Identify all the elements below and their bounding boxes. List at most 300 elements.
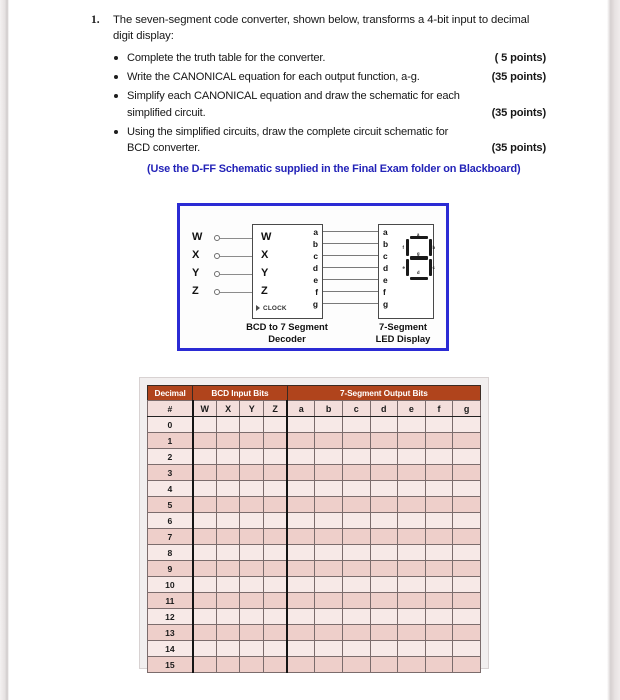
truth-cell-Y[interactable] <box>240 593 264 609</box>
truth-cell-e[interactable] <box>398 449 426 465</box>
truth-cell-f[interactable] <box>425 609 453 625</box>
table-row <box>148 513 481 529</box>
table-row <box>148 497 481 513</box>
truth-cell-X[interactable] <box>216 641 240 657</box>
truth-cell-W[interactable] <box>193 657 217 673</box>
bus-wire-f <box>323 291 378 292</box>
truth-cell-W[interactable] <box>193 481 217 497</box>
requirements-list <box>91 50 546 157</box>
truth-cell-d[interactable] <box>370 433 398 449</box>
requirement-points: (35 points) <box>491 142 546 154</box>
decoder-output-b: b <box>312 239 318 249</box>
truth-cell-a[interactable] <box>287 561 315 577</box>
truth-cell-b[interactable] <box>315 577 343 593</box>
table-body <box>148 417 481 673</box>
truth-cell-W[interactable] <box>193 465 217 481</box>
requirement-points: (35 points) <box>491 106 546 119</box>
display-input-d: d <box>383 263 389 273</box>
decoder-output-c: c <box>313 251 318 261</box>
table-row <box>148 657 481 673</box>
truth-cell-f[interactable] <box>425 449 453 465</box>
truth-cell-a[interactable] <box>287 417 315 433</box>
question-number: 1. <box>91 14 100 26</box>
group-header-seven-segment-output: 7-Segment Output Bits <box>287 386 480 401</box>
col-header-x: X <box>216 401 240 417</box>
input-wire-z <box>220 292 254 293</box>
truth-cell-X[interactable] <box>216 545 240 561</box>
truth-cell-a[interactable] <box>287 513 315 529</box>
row-index-cell: 9 <box>148 561 193 577</box>
truth-cell-b[interactable] <box>315 481 343 497</box>
truth-cell-e[interactable] <box>398 545 426 561</box>
truth-cell-X[interactable] <box>216 561 240 577</box>
truth-cell-c[interactable] <box>342 561 370 577</box>
truth-cell-W[interactable] <box>193 497 217 513</box>
truth-cell-f[interactable] <box>425 529 453 545</box>
truth-cell-d[interactable] <box>370 657 398 673</box>
truth-cell-c[interactable] <box>342 657 370 673</box>
truth-cell-d[interactable] <box>370 513 398 529</box>
bus-wire-c <box>323 255 378 256</box>
bullet-dot-icon <box>114 75 118 79</box>
question-block <box>91 12 546 159</box>
truth-cell-e[interactable] <box>398 529 426 545</box>
truth-cell-a[interactable] <box>287 657 315 673</box>
truth-cell-Y[interactable] <box>240 465 264 481</box>
truth-cell-Y[interactable] <box>240 433 264 449</box>
table-row <box>148 641 481 657</box>
truth-cell-f[interactable] <box>425 561 453 577</box>
list-item <box>127 50 546 67</box>
col-header-g: g <box>453 401 481 417</box>
truth-cell-X[interactable] <box>216 625 240 641</box>
row-index-cell: 14 <box>148 641 193 657</box>
truth-cell-W[interactable] <box>193 577 217 593</box>
truth-cell-d[interactable] <box>370 465 398 481</box>
segment-label-g: g <box>417 251 420 256</box>
truth-cell-W[interactable] <box>193 417 217 433</box>
col-header-b: b <box>315 401 343 417</box>
display-input-f: f <box>383 287 386 297</box>
truth-cell-d[interactable] <box>370 497 398 513</box>
decoder-input-x: X <box>261 249 269 261</box>
truth-cell-Y[interactable] <box>240 449 264 465</box>
truth-cell-Y[interactable] <box>240 609 264 625</box>
table-row <box>148 529 481 545</box>
truth-cell-e[interactable] <box>398 561 426 577</box>
row-index-cell: 7 <box>148 529 193 545</box>
truth-cell-f[interactable] <box>425 481 453 497</box>
truth-cell-c[interactable] <box>342 545 370 561</box>
row-index-cell: 8 <box>148 545 193 561</box>
truth-cell-a[interactable] <box>287 481 315 497</box>
truth-cell-c[interactable] <box>342 417 370 433</box>
truth-cell-W[interactable] <box>193 545 217 561</box>
truth-cell-e[interactable] <box>398 465 426 481</box>
truth-cell-X[interactable] <box>216 657 240 673</box>
segment-label-c: c <box>432 265 435 270</box>
segment-label-d: d <box>417 270 420 275</box>
segment-b <box>429 239 432 256</box>
truth-cell-b[interactable] <box>315 657 343 673</box>
truth-cell-g[interactable] <box>453 545 481 561</box>
decoder-caption-line1: BCD to 7 Segment <box>246 321 328 332</box>
requirement-text: Write the CANONICAL equation for each output function, a-g. <box>127 71 420 83</box>
truth-cell-d[interactable] <box>370 609 398 625</box>
truth-cell-g[interactable] <box>453 433 481 449</box>
truth-cell-d[interactable] <box>370 417 398 433</box>
input-label-z: Z <box>192 285 199 297</box>
col-header-w: W <box>193 401 217 417</box>
truth-cell-e[interactable] <box>398 417 426 433</box>
col-header-y: Y <box>240 401 264 417</box>
truth-cell-a[interactable] <box>287 641 315 657</box>
decoder-input-y: Y <box>261 267 269 279</box>
truth-cell-b[interactable] <box>315 561 343 577</box>
truth-cell-Y[interactable] <box>240 657 264 673</box>
display-input-g: g <box>383 299 389 309</box>
question-stem: The seven-segment code converter, shown below, transforms a 4-bit input to decimal digit display: <box>113 14 530 42</box>
bus-wire-g <box>323 303 378 304</box>
truth-cell-e[interactable] <box>398 433 426 449</box>
truth-cell-b[interactable] <box>315 625 343 641</box>
truth-cell-b[interactable] <box>315 529 343 545</box>
truth-cell-d[interactable] <box>370 449 398 465</box>
truth-cell-d[interactable] <box>370 529 398 545</box>
table-row <box>148 625 481 641</box>
segment-e <box>406 259 409 276</box>
row-index-cell: 4 <box>148 481 193 497</box>
decoder-output-f: f <box>315 287 318 297</box>
table-row <box>148 449 481 465</box>
truth-cell-Z[interactable] <box>264 625 288 641</box>
requirement-text: Simplify each CANONICAL equation and draw the schematic for each simplified circuit. <box>127 90 460 119</box>
truth-cell-b[interactable] <box>315 593 343 609</box>
truth-cell-g[interactable] <box>453 529 481 545</box>
truth-cell-d[interactable] <box>370 625 398 641</box>
display-caption <box>358 321 448 345</box>
truth-cell-X[interactable] <box>216 593 240 609</box>
truth-table-container <box>139 377 489 669</box>
truth-cell-Z[interactable] <box>264 641 288 657</box>
truth-cell-Y[interactable] <box>240 625 264 641</box>
truth-cell-b[interactable] <box>315 641 343 657</box>
truth-cell-Y[interactable] <box>240 577 264 593</box>
segment-g <box>410 256 428 259</box>
truth-cell-a[interactable] <box>287 545 315 561</box>
truth-cell-g[interactable] <box>453 625 481 641</box>
blackboard-note: (Use the D-FF Schematic supplied in the Final Exam folder on Blackboard) <box>147 163 521 175</box>
truth-cell-f[interactable] <box>425 433 453 449</box>
truth-cell-f[interactable] <box>425 625 453 641</box>
col-header-f: f <box>425 401 453 417</box>
truth-cell-X[interactable] <box>216 513 240 529</box>
segment-label-e: e <box>402 265 405 270</box>
truth-cell-W[interactable] <box>193 529 217 545</box>
truth-cell-e[interactable] <box>398 625 426 641</box>
table-row <box>148 465 481 481</box>
display-input-a: a <box>383 227 388 237</box>
bus-wire-d <box>323 267 378 268</box>
truth-cell-d[interactable] <box>370 641 398 657</box>
truth-cell-Y[interactable] <box>240 513 264 529</box>
input-label-w: W <box>192 231 203 243</box>
truth-cell-a[interactable] <box>287 465 315 481</box>
truth-cell-Y[interactable] <box>240 545 264 561</box>
truth-cell-Z[interactable] <box>264 433 288 449</box>
truth-cell-g[interactable] <box>453 481 481 497</box>
truth-cell-f[interactable] <box>425 641 453 657</box>
truth-cell-d[interactable] <box>370 545 398 561</box>
truth-cell-b[interactable] <box>315 497 343 513</box>
truth-cell-e[interactable] <box>398 657 426 673</box>
truth-cell-f[interactable] <box>425 577 453 593</box>
bcd-decoder-block <box>252 224 323 319</box>
truth-cell-b[interactable] <box>315 465 343 481</box>
truth-cell-e[interactable] <box>398 593 426 609</box>
truth-cell-g[interactable] <box>453 577 481 593</box>
truth-cell-a[interactable] <box>287 449 315 465</box>
truth-cell-Y[interactable] <box>240 497 264 513</box>
truth-cell-c[interactable] <box>342 449 370 465</box>
col-header-a: a <box>287 401 315 417</box>
decoder-output-d: d <box>312 263 318 273</box>
display-caption-line2: LED Display <box>375 333 431 344</box>
truth-cell-c[interactable] <box>342 513 370 529</box>
group-header-row <box>148 386 481 401</box>
truth-cell-e[interactable] <box>398 609 426 625</box>
truth-cell-g[interactable] <box>453 561 481 577</box>
truth-cell-f[interactable] <box>425 545 453 561</box>
truth-cell-W[interactable] <box>193 593 217 609</box>
seven-segment-glyph <box>402 231 436 280</box>
truth-cell-f[interactable] <box>425 497 453 513</box>
truth-cell-c[interactable] <box>342 497 370 513</box>
truth-cell-c[interactable] <box>342 433 370 449</box>
document-page <box>9 0 607 700</box>
truth-cell-d[interactable] <box>370 593 398 609</box>
truth-cell-c[interactable] <box>342 529 370 545</box>
clock-label: CLOCK <box>263 305 287 312</box>
truth-cell-g[interactable] <box>453 593 481 609</box>
truth-cell-d[interactable] <box>370 481 398 497</box>
list-item <box>127 88 546 121</box>
truth-cell-a[interactable] <box>287 609 315 625</box>
truth-cell-Z[interactable] <box>264 529 288 545</box>
col-header-d: d <box>370 401 398 417</box>
truth-cell-X[interactable] <box>216 577 240 593</box>
truth-cell-a[interactable] <box>287 497 315 513</box>
truth-cell-Z[interactable] <box>264 593 288 609</box>
decoder-output-e: e <box>313 275 318 285</box>
truth-cell-c[interactable] <box>342 465 370 481</box>
segment-f <box>406 239 409 256</box>
truth-cell-X[interactable] <box>216 465 240 481</box>
truth-cell-Y[interactable] <box>240 417 264 433</box>
row-index-cell: 2 <box>148 449 193 465</box>
truth-cell-W[interactable] <box>193 561 217 577</box>
truth-cell-Y[interactable] <box>240 641 264 657</box>
truth-cell-Y[interactable] <box>240 561 264 577</box>
truth-cell-b[interactable] <box>315 449 343 465</box>
bus-wire-e <box>323 279 378 280</box>
truth-cell-c[interactable] <box>342 577 370 593</box>
truth-cell-Z[interactable] <box>264 513 288 529</box>
truth-cell-f[interactable] <box>425 657 453 673</box>
truth-cell-X[interactable] <box>216 433 240 449</box>
segment-label-a: a <box>417 231 420 237</box>
input-wire-x <box>220 256 254 257</box>
truth-cell-Y[interactable] <box>240 481 264 497</box>
truth-cell-g[interactable] <box>453 449 481 465</box>
truth-cell-W[interactable] <box>193 433 217 449</box>
bus-wire-a <box>323 231 378 232</box>
truth-cell-g[interactable] <box>453 609 481 625</box>
input-label-y: Y <box>192 267 200 279</box>
truth-cell-g[interactable] <box>453 657 481 673</box>
truth-cell-c[interactable] <box>342 593 370 609</box>
segment-label-f: f <box>402 245 404 250</box>
truth-cell-d[interactable] <box>370 577 398 593</box>
column-header-row <box>148 401 481 417</box>
row-index-cell: 6 <box>148 513 193 529</box>
truth-cell-W[interactable] <box>193 513 217 529</box>
row-index-cell: 15 <box>148 657 193 673</box>
truth-cell-Z[interactable] <box>264 609 288 625</box>
truth-cell-Z[interactable] <box>264 577 288 593</box>
truth-cell-Z[interactable] <box>264 561 288 577</box>
row-index-cell: 11 <box>148 593 193 609</box>
truth-cell-X[interactable] <box>216 449 240 465</box>
list-item <box>127 124 546 157</box>
truth-cell-b[interactable] <box>315 513 343 529</box>
truth-cell-X[interactable] <box>216 481 240 497</box>
truth-cell-Z[interactable] <box>264 481 288 497</box>
truth-cell-W[interactable] <box>193 449 217 465</box>
truth-cell-Z[interactable] <box>264 465 288 481</box>
row-index-cell: 3 <box>148 465 193 481</box>
display-input-c: c <box>383 251 388 261</box>
truth-cell-Z[interactable] <box>264 449 288 465</box>
truth-cell-e[interactable] <box>398 513 426 529</box>
truth-cell-c[interactable] <box>342 481 370 497</box>
truth-cell-a[interactable] <box>287 577 315 593</box>
table-row <box>148 609 481 625</box>
truth-cell-e[interactable] <box>398 641 426 657</box>
truth-cell-X[interactable] <box>216 417 240 433</box>
truth-cell-b[interactable] <box>315 545 343 561</box>
truth-cell-Z[interactable] <box>264 545 288 561</box>
truth-cell-e[interactable] <box>398 497 426 513</box>
row-index-cell: 0 <box>148 417 193 433</box>
bus-wire-b <box>323 243 378 244</box>
decoder-caption-line2: Decoder <box>268 333 306 344</box>
segment-d <box>410 277 428 280</box>
truth-cell-b[interactable] <box>315 609 343 625</box>
truth-cell-g[interactable] <box>453 465 481 481</box>
page-edge-right <box>607 0 620 700</box>
truth-cell-f[interactable] <box>425 465 453 481</box>
truth-cell-g[interactable] <box>453 417 481 433</box>
segment-c <box>429 259 432 276</box>
truth-cell-W[interactable] <box>193 625 217 641</box>
input-wire-y <box>220 274 254 275</box>
truth-cell-c[interactable] <box>342 641 370 657</box>
truth-cell-b[interactable] <box>315 433 343 449</box>
input-wire-w <box>220 238 254 239</box>
truth-cell-a[interactable] <box>287 625 315 641</box>
page-edge-left <box>0 0 9 700</box>
truth-cell-X[interactable] <box>216 497 240 513</box>
truth-cell-X[interactable] <box>216 609 240 625</box>
truth-cell-f[interactable] <box>425 417 453 433</box>
decoder-output-a: a <box>313 227 318 237</box>
group-header-decimal: Decimal <box>148 386 193 401</box>
segment-label-b: b <box>432 245 436 250</box>
group-header-bcd-input: BCD Input Bits <box>193 386 287 401</box>
truth-cell-c[interactable] <box>342 609 370 625</box>
display-caption-line1: 7-Segment <box>379 321 427 332</box>
truth-cell-f[interactable] <box>425 513 453 529</box>
col-header-e: e <box>398 401 426 417</box>
truth-cell-Y[interactable] <box>240 529 264 545</box>
truth-cell-Z[interactable] <box>264 497 288 513</box>
decoder-input-z: Z <box>261 285 268 297</box>
truth-cell-d[interactable] <box>370 561 398 577</box>
table-row <box>148 433 481 449</box>
truth-cell-a[interactable] <box>287 593 315 609</box>
truth-cell-Z[interactable] <box>264 657 288 673</box>
truth-cell-X[interactable] <box>216 529 240 545</box>
truth-cell-a[interactable] <box>287 529 315 545</box>
truth-cell-g[interactable] <box>453 641 481 657</box>
requirement-text: Using the simplified circuits, draw the complete circuit schematic for BCD converter. <box>127 125 449 154</box>
clock-triangle-icon <box>256 305 260 311</box>
requirement-points: ( 5 points) <box>494 52 546 64</box>
table-row <box>148 561 481 577</box>
truth-table <box>147 385 481 673</box>
table-row <box>148 577 481 593</box>
row-index-cell: 13 <box>148 625 193 641</box>
decoder-input-w: W <box>261 231 272 243</box>
input-label-x: X <box>192 249 200 261</box>
truth-cell-a[interactable] <box>287 433 315 449</box>
table-row <box>148 481 481 497</box>
bullet-dot-icon <box>114 94 118 98</box>
truth-cell-W[interactable] <box>193 641 217 657</box>
circuit-diagram <box>177 203 449 351</box>
bullet-dot-icon <box>114 56 118 60</box>
truth-cell-f[interactable] <box>425 593 453 609</box>
truth-cell-Z[interactable] <box>264 417 288 433</box>
table-row <box>148 593 481 609</box>
display-input-e: e <box>383 275 388 285</box>
list-item <box>127 69 546 86</box>
bullet-dot-icon <box>114 130 118 134</box>
requirement-text: Complete the truth table for the converter. <box>127 52 326 64</box>
table-row <box>148 417 481 433</box>
truth-cell-c[interactable] <box>342 625 370 641</box>
segment-a <box>410 236 428 239</box>
truth-cell-g[interactable] <box>453 513 481 529</box>
truth-cell-e[interactable] <box>398 481 426 497</box>
truth-cell-g[interactable] <box>453 497 481 513</box>
truth-cell-e[interactable] <box>398 577 426 593</box>
row-index-cell: 10 <box>148 577 193 593</box>
truth-cell-W[interactable] <box>193 609 217 625</box>
col-header-z: Z <box>264 401 288 417</box>
truth-cell-b[interactable] <box>315 417 343 433</box>
